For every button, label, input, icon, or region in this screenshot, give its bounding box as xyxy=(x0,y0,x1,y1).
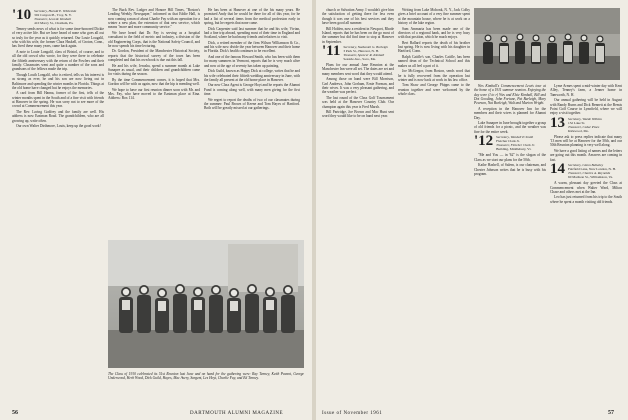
paragraph: Tom Shaw and George Phipps came to the reunion together and were welcomed by the whole class. xyxy=(398,83,470,97)
secretary-address: 302 Canyon Pl., Troy, N. Y. xyxy=(34,13,72,17)
paragraph: Dick, a retired member of the firm Wilson Williamson & Co., and his wife now divide the year between Hanover and their home in Florida. Dick's health continues to be excellent. xyxy=(204,40,300,54)
class-officers xyxy=(34,9,76,25)
secretary-line: Secretary, Glenn Bulkeley xyxy=(568,163,604,168)
reunion-photo-image xyxy=(108,240,304,368)
class-officers xyxy=(496,135,535,151)
secretary-address: 152 Lake St. xyxy=(568,120,586,125)
paragraph: Sam Ammaria has been made one of the directors of a regional bank, and he is very busy with that position, which he much enjoys. xyxy=(398,26,470,40)
paragraph: The last round of the Class Golf Tournament was held at the Hanover Country Club. Our champion again this year is Fred Marsh. xyxy=(322,95,394,109)
paragraph: Dick Carpenter said last summer that he and his wife, Vivian, had a fine trip abroad, spending most of their time in England and Scotland, where he had many friends and relatives to visit. xyxy=(204,26,300,40)
class-officers xyxy=(343,45,388,61)
paragraph: Bill Partridge, Joe Brown and Mac Hunt sent word they would like to be on hand next year. xyxy=(322,110,394,119)
paragraph: Leo has just returned from his trip to the South where he spent a month visiting old friends. xyxy=(550,195,622,204)
treasurer-line: Treasurer, Spencer R. Kimball xyxy=(343,53,385,58)
paragraph: He has been at Hanover at one of the his many years. He promised Andy that he would be there for all of this year, for he had a list of several items from the medical profession early in spring, but he regrets that none came. xyxy=(204,8,300,26)
secretary-line: Secretary, Warde Wilkins xyxy=(568,116,602,121)
paragraph: Ralph Caitfle's son, Charles Caitfle, has been named dean of the Technical School and this makes us all feel a part of it. xyxy=(398,55,470,68)
class-heading-1910 xyxy=(12,9,104,25)
paragraph: Our annual gathering will be held in August with Randy Burns and Dick Bennett at the Bemis Point Golf Course in Lynnfield, where we will enjoy a visit together. xyxy=(550,98,622,116)
secretary-line: Secretary, Wendell P. Smith xyxy=(496,135,534,140)
paragraph: Please ask to press replies indicate that many '13 men will be at Hanover for the 50th, and our 50th Reunion planning is very well along. xyxy=(550,134,622,148)
paragraph: Our new Class Agent is George Hoyt and he reports the Alumni Fund is coming along well, with many men giving for the first time. xyxy=(204,83,300,97)
class-number: 14 xyxy=(550,161,565,178)
paragraph: Writing from Lake Mohonk, N. Y., Jack Colby gives a brief account of a very fine summer spent at the mountain house, where he is at work on a history of the lake region. xyxy=(398,8,470,26)
class-number: '10 xyxy=(12,8,32,23)
paragraph: Plans for our annual June Reunion at the Manchester Inn were all set. The dates are set and many members sent word that they would attend. xyxy=(322,63,394,76)
paragraph: church or Salvation Army. I wouldn't give him the satisfaction of getting there for less even though it was one of his best services and they have been good all summer. xyxy=(322,8,394,26)
paragraph: A card from Bill Hanna, former of the first, tells of the winter months spent in the South and of a fine visit with friends at Hanover in the spring. He was sorry not to see more of the crowd at Commencement this year. xyxy=(12,91,104,109)
secretary-address: 3 Park St., Hanover, N. H. xyxy=(343,49,379,54)
garden-photo-image xyxy=(474,8,620,80)
class-1911-photo xyxy=(474,8,620,80)
paragraph: The Rev. Loring Godfrey and the family are well. His address is now Eastman Road. The grandchildren, who are all growing up, write often. xyxy=(12,109,104,123)
paragraph: Our own Walter Dirthmore, Louis, keep up the good work! xyxy=(16,124,101,129)
secretary-line: Secretary, Nathaniel G. Burleigh xyxy=(343,45,388,50)
paragraph: He and his wife, Jerusha, spend a summer month at Lake Sunapee as usual, and their children and grandchildren came for visits during the season. xyxy=(108,63,200,77)
class-number: '12 xyxy=(474,133,494,150)
paragraph: Bill Holden, now a resident in Newport, Rhode Island, reports that he has been on the go most of the summer but did find time to stop at Hanover in September. xyxy=(322,26,394,44)
page-number: 56 xyxy=(12,410,18,416)
paragraph: Dr. Gordon, President of the Manchester Historical Society, reports that the historical survey of the town has been completed and that his own book is due out this fall. xyxy=(108,49,200,63)
left-column-3 xyxy=(204,8,300,236)
right-column-4 xyxy=(550,84,622,412)
paragraph: Bert Ballard reports the death of his brother last spring. He is now living with his daughter in Hartford, Conn. xyxy=(398,40,470,54)
paragraph: And one of the famous Howard Smith, who has been with them for many summers in Vermont, reports that he is very much alive and now at the age of seventy has taken up painting. xyxy=(204,55,300,68)
paragraph: A warm, pleasant day greeted the Class at Commencement when Walter Ward, Milton Chase and others met at the Inn. xyxy=(550,181,622,194)
class-reunion-photo xyxy=(108,240,304,368)
right-column-3 xyxy=(474,84,546,412)
paragraph: Among those on hand were Bill Morrison, Carl Andrews, John Gorham, Ernie Forman, and their wives. It was a very pleasant gathering, and the weather was perfect. xyxy=(322,77,394,95)
paragraph: A reception in the Hanover Inn for the members and their wives is planned for Alumni Day. xyxy=(474,106,546,120)
treasurer-line: Treasurer, Leon R. Kimball xyxy=(34,17,71,21)
paragraph: Tenney sends news of what is for some time-honored Dickie of very active life. But we have heard of none who goes all out so truly for the year as it quickly returned. Our Louie Lougalil, who with his wife, the former Clara Haskell, of Groton, Conn., has lived these many years, came back again. xyxy=(12,27,104,49)
secretary-address: Fletcher Clark Jr. xyxy=(496,139,520,144)
magazine-footer: DARTMOUTH ALUMNI MAGAZINE xyxy=(190,411,284,416)
paragraph: "Me and You — in '62" is the slogan of the Class as we start our plans for the 50th. xyxy=(474,153,546,162)
paragraph: Dick Guild, known as Happy Dick at college, writes that he and his wife celebrated their fiftieth wedding anniversary in June, with the family all present at the old home place in Hanover. xyxy=(204,69,300,82)
paragraph: Lake Sunapee in June brought together a group of old friends for a picnic, and the weather was fine for the entire week. xyxy=(474,121,546,134)
class-number: 13 xyxy=(550,114,565,131)
right-column-2 xyxy=(398,8,470,412)
paragraph: Though Louth Longalil, who is retired, tells us his interest is as strong as ever, he and his son are now living out in Baltimore and spending the winter months in Florida. Things at the old home have changed but he enjoys the memories. xyxy=(12,72,104,90)
class-heading-1912 xyxy=(474,135,546,151)
treasurer-address: 410 Marcy St., Chatham, Pa. xyxy=(34,21,74,25)
page-number: 57 xyxy=(608,410,614,416)
secretary-address: Fairfield Lane, New London, N. H. xyxy=(568,167,616,172)
class-heading-1911 xyxy=(322,45,394,61)
issue-footer: Issue of November 1961 xyxy=(322,411,383,416)
treasurer-address: Kirkwood, Mo. xyxy=(568,128,590,133)
paragraph: We have heard that Dr. Fay is serving as a hospital consultant to the field of metric and industry, a division of the old Engineering Corps, that is the National Safety Council, and he now spends his time lecturing. xyxy=(108,30,200,48)
paragraph: We regret to report the deaths of two of our classmates during the summer: Paul Brown of Keene and Tom Hayes of Hartford. Both will be greatly missed at our gatherings. xyxy=(204,97,300,111)
treasurer-line: Treasurer, Cedar Pines xyxy=(568,124,600,129)
treasurer-line: Treasurer, Fletcher Clark Jr. xyxy=(496,143,535,148)
left-page xyxy=(0,0,312,420)
treasurer-address: Building, Middlebury, Vt. xyxy=(496,147,532,152)
paragraph: We hope to have our first reunion dinner soon with Mr. and Mrs. Fay, who have moved to the Eastman place at Etna. Address: Box 114. xyxy=(108,87,200,101)
class-number: '11 xyxy=(322,43,341,60)
class-officers xyxy=(568,163,616,179)
paragraph: The Buck Rev. Lodger and Honore Hill Times, "Boston's Leading Weekly Newspaper," informed us that Eddie Hall, is now coming a man of about Charlie Fay with an operation for a winter a new plan, the extension of that new service, which means "more and more community service." xyxy=(108,8,200,30)
photo-caption: Wes Kimball's Commencement Lewis tour at the home of a 1911 summer reunion. Enjoying the day were (l to r) Wes and Elsie Kimball, Bill and Dot Gooding, John Fortune, Pat Burleigh, Mary Pearson, Nat Burleigh, Walt and Marion Wright. xyxy=(474,84,546,106)
paragraph: Lyme Armes spent a mid-winter day with Kent Alley, Tenney's farm, a Jenner home in Tamworth, N. H. xyxy=(550,84,622,97)
right-page xyxy=(316,0,628,420)
class-heading-1914 xyxy=(550,163,622,179)
treasurer-address: Seaside Ave., Saco, Me. xyxy=(343,57,376,62)
paragraph: We have a good listing of names and the letters are going out this month. Answers are coming in fast. xyxy=(550,149,622,162)
secretary-line: Secretary, Harold E. Whiteside xyxy=(34,9,77,13)
paragraph: By the time Commencement comes, it is hoped that Mrs. Gordon will be with us again, now that the hip is mending well. xyxy=(108,77,200,87)
paragraph: Joe McGregor, from Boston, sends word that he is fully recovered from the operation last winter and is now back at work in his law office. xyxy=(398,69,470,82)
left-column-1 xyxy=(12,8,104,412)
treasurer-line: Treasurer, Charles A. Reynolds xyxy=(568,171,611,176)
paragraph: A note to Louie Longalil, class of Bristol, of course, and to all the old crowd who wrote, for they were there to celebrate the fiftieth anniversary with the return of the Fowlers and their family. Classmates went and quite a number of the sons and grandsons of the fellows made the trip. xyxy=(12,49,104,72)
class-heading-1913 xyxy=(550,114,622,133)
right-column-1 xyxy=(322,8,394,412)
treasurer-address: 60 Madison St., Williamston, Va. xyxy=(568,175,613,180)
paragraph: Kathe Hasbell, of Salem, is our chairman, and Chester Johnson writes that he is busy with his program. xyxy=(474,163,546,176)
photo-caption: The Class of 1910 celebrated its 51st Reunion last June and on hand for the gathering were: Ray Tenney, Keith Pavant, George Underwood, Herb Wood, Dick Guild, Hayes, Mac Avery, Sargent, Les Hoyt, Charlie Fay, and Ed Tenney. xyxy=(108,372,304,381)
class-officers xyxy=(568,117,602,133)
